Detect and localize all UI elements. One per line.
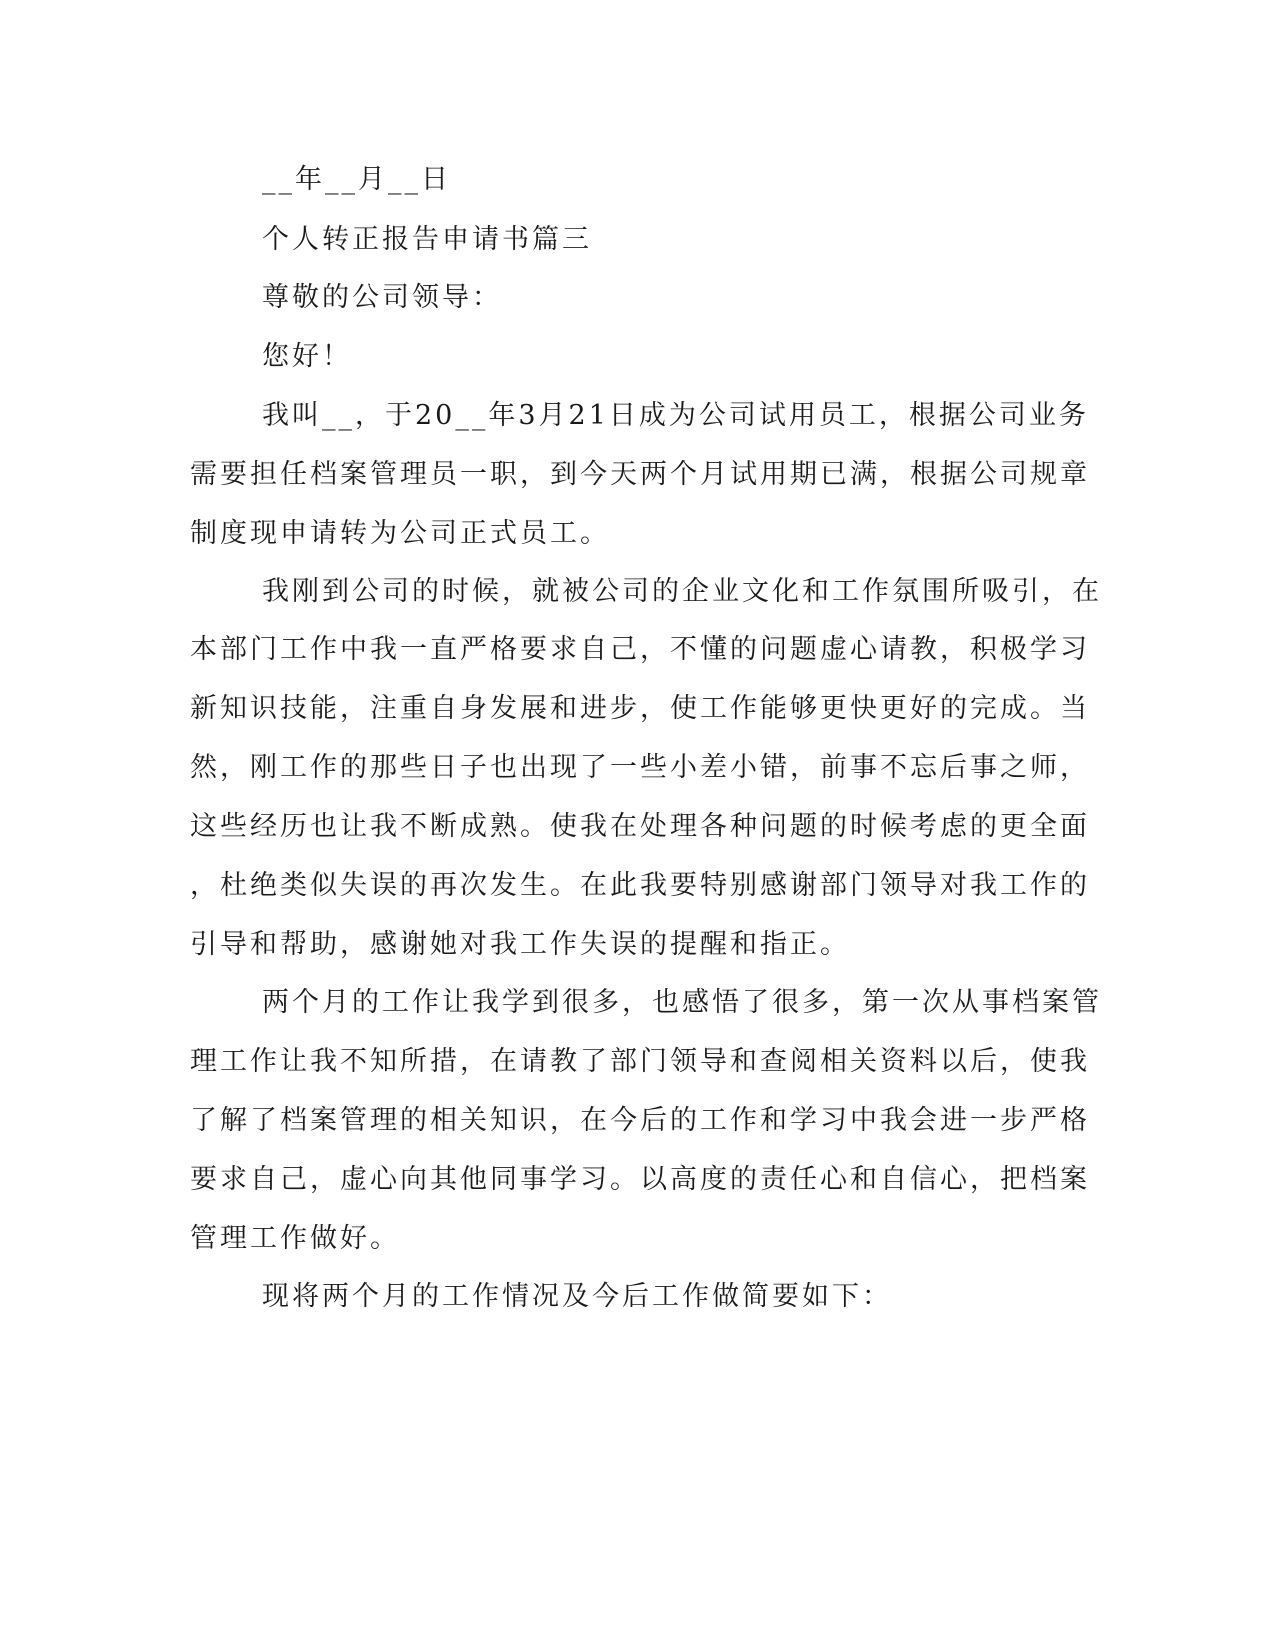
- paragraph-line: 现将两个月的工作情况及今后工作做简要如下：: [262, 1281, 892, 1312]
- paragraph-line: 管理工作做好。: [190, 1223, 400, 1254]
- paragraph-line: 了解了档案管理的相关知识，在今后的工作和学习中我会进一步严格: [190, 1105, 1090, 1136]
- paragraph-line: 理工作让我不知所措，在请教了部门领导和查阅相关资料以后，使我: [190, 1046, 1090, 1077]
- paragraph-line: ，杜绝类似失误的再次发生。在此我要特别感谢部门领导对我工作的: [190, 870, 1090, 901]
- paragraph-line: 需要担任档案管理员一职，到今天两个月试用期已满，根据公司规章: [190, 459, 1090, 490]
- paragraph-line: 要求自己，虚心向其他同事学习。以高度的责任心和自信心，把档案: [190, 1164, 1090, 1195]
- paragraph-line: 然，刚工作的那些日子也出现了一些小差小错，前事不忘后事之师，: [190, 752, 1090, 783]
- paragraph-line: 制度现申请转为公司正式员工。: [190, 518, 610, 549]
- paragraph-line: 我叫__，于20__年3月21日成为公司试用员工，根据公司业务: [262, 400, 1089, 431]
- greeting: 您好！: [262, 341, 352, 372]
- salutation: 尊敬的公司领导：: [262, 282, 502, 313]
- date-line: __年__月__日: [262, 164, 451, 195]
- paragraph-line: 引导和帮助，感谢她对我工作失误的提醒和指正。: [190, 929, 850, 960]
- paragraph-line: 我刚到公司的时候，就被公司的企业文化和工作氛围所吸引，在: [262, 576, 1102, 607]
- paragraph-line: 本部门工作中我一直严格要求自己，不懂的问题虚心请教，积极学习: [190, 634, 1090, 665]
- paragraph-line: 新知识技能，注重自身发展和进步，使工作能够更快更好的完成。当: [190, 693, 1090, 724]
- paragraph-line: 两个月的工作让我学到很多，也感悟了很多，第一次从事档案管: [262, 987, 1102, 1018]
- paragraph-line: 这些经历也让我不断成熟。使我在处理各种问题的时候考虑的更全面: [190, 811, 1090, 842]
- document-heading: 个人转正报告申请书篇三: [262, 224, 592, 255]
